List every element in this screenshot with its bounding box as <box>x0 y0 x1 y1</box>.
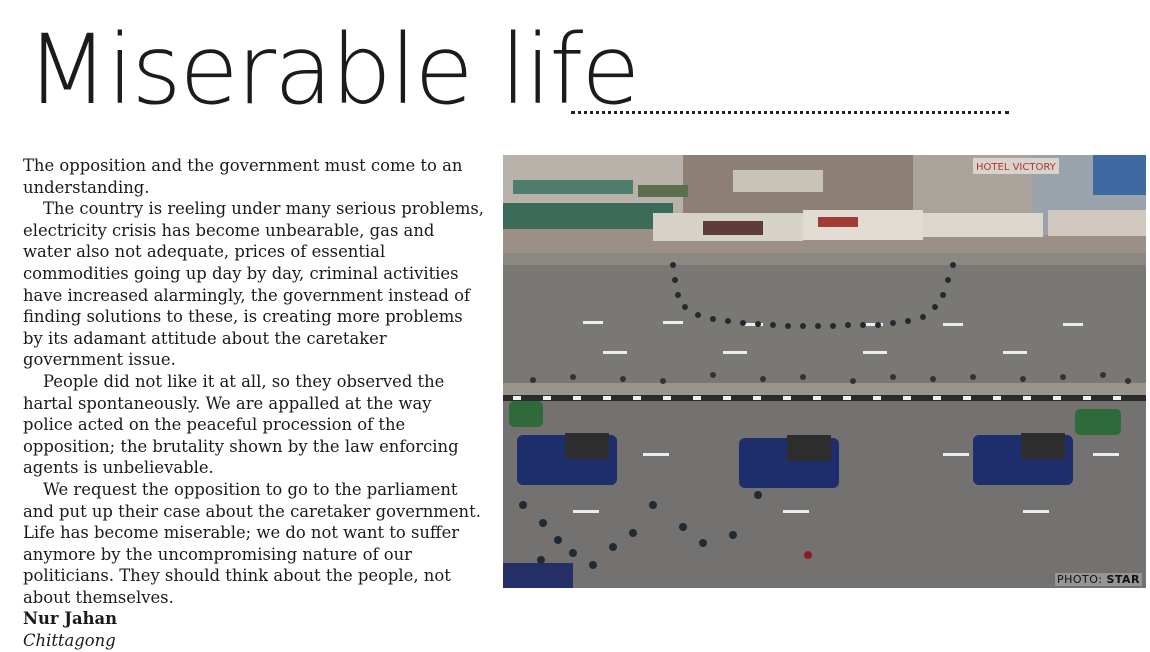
headline-dotted-rule <box>571 111 1009 114</box>
headline: Miserable life <box>26 14 639 126</box>
photo-credit <box>1055 573 1142 586</box>
news-photo <box>503 155 1146 588</box>
hotel-sign-text: HOTEL VICTORY <box>976 162 1056 173</box>
letter-location: Chittagong <box>23 631 116 651</box>
street-scene-illustration <box>503 155 1146 588</box>
letter-paragraph: The country is reeling under many serious problems, electricity crisis has become unbearable, gas and water also not adequate, prices of essential commodities going up day by day, criminal activities have increased alarmingly, the government instead of finding solutions to these, is creating more problems by its adamant attitude about the caretaker government issue. <box>23 199 485 370</box>
photo-credit-source: STAR <box>1106 573 1140 586</box>
letter-body <box>23 155 485 652</box>
letter-author: Nur Jahan <box>23 609 118 629</box>
photo-credit-prefix: PHOTO: <box>1056 573 1103 586</box>
letter-paragraph: People did not like it at all, so they observed the hartal spontaneously. We are appalled at the way police acted on the peaceful procession of the opposition; the brutality shown by the law enforcing agents is unbelievable. <box>23 371 459 478</box>
letter-paragraph: The opposition and the government must come to an understanding. <box>23 156 463 197</box>
letter-paragraph: We request the opposition to go to the parliament and put up their case about the caretaker government. Life has become miserable; we do not want to suffer anymore by the uncompromising nature of our politicians. They should think about the people, not about themselves. <box>23 479 481 607</box>
